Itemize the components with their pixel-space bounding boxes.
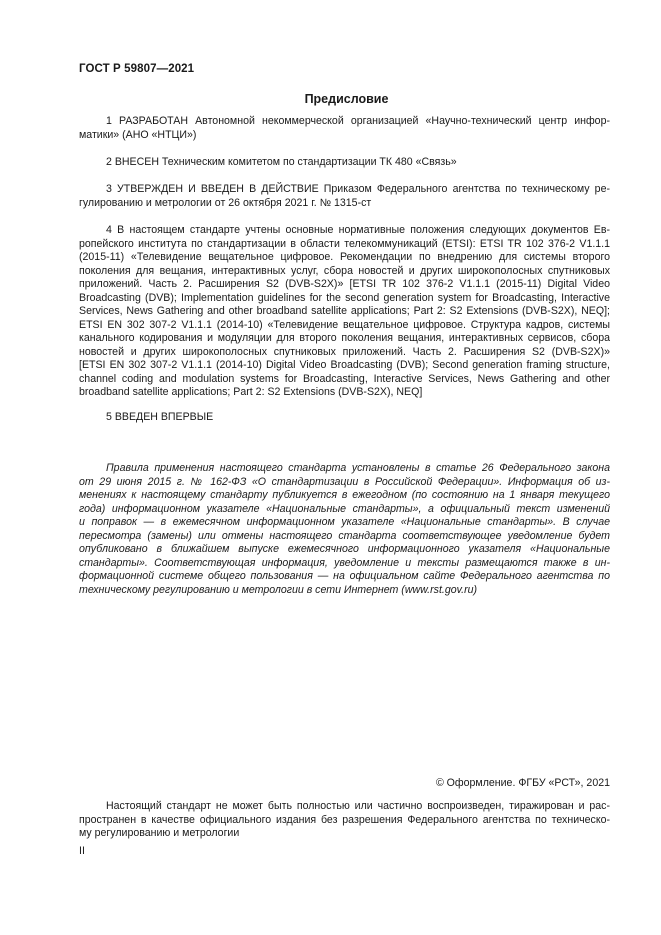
text-line: [ETSI EN 302 307-2 V1.1.1 (2014-10) Digital Video Broadcasting (DVB); Second generation framing structure,: [79, 359, 610, 371]
text-line: техническому регулированию и метрологии в сети Интернет (www.rst.gov.ru): [79, 583, 478, 596]
text-line: Services, News Gathering and other broadband satellite applications; Part 2: S2 Extensions (DVB-S2X), NEQ];: [79, 305, 610, 317]
text-line: 4 В настоящем стандарте учтены основные нормативные положения следующих документов Ев-: [106, 224, 610, 236]
item-2-submitted: [79, 156, 610, 170]
text-line: ETSI EN 302 307-2 V1.1.1 (2014-10) «Телевидение вещательное цифровое. Структура кадров, системы: [79, 318, 610, 331]
text-line: канального кодирования и модуляции для второго поколения вещания, интерактивных сервисов, сбора: [79, 332, 610, 344]
text-line: Правила применения настоящего стандарта установлены в статье 26 Федерального закона: [106, 462, 610, 474]
text-line: channel coding and modulation systems for Broadcasting, Interactive Services, News Gathering and other: [79, 372, 610, 385]
text-line: менениях к настоящему стандарту публикуется в ежегодном (по состоянию на 1 января текущего: [79, 489, 610, 501]
item-3-approved: [79, 183, 610, 210]
item-1-developer: [79, 115, 610, 142]
text-line: опубликовано в ближайшем выпуске ежемесячного информационного указателя «Национальные: [79, 543, 610, 555]
document-code: ГОСТ Р 59807—2021: [79, 63, 195, 75]
copyright-line: © Оформление. ФГБУ «РСТ», 2021: [435, 777, 610, 789]
text-line: гулированию и метрологии от 26 октября 2021 г. № 1315-ст: [79, 196, 372, 209]
application-rules-notice: [79, 462, 610, 597]
text-line: 1 РАЗРАБОТАН Автономной некоммерческой организацией «Научно-технический центр инфор-: [106, 115, 610, 127]
text-line: broadband satellite applications; Part 2: S2 Extensions (DVB-S2X), NEQ]: [79, 386, 423, 398]
text-line: 2 ВНЕСЕН Техническим комитетом по стандартизации ТК 480 «Связь»: [106, 156, 457, 168]
text-line: формационной системе общего пользования — на официальном сайте Федерального агентства по: [79, 570, 610, 582]
reproduction-notice: [79, 800, 610, 841]
text-line: новостей и других широкополосных спутниковых приложений. Часть 2. Расширения S2 (DVB-S2X)»: [79, 345, 610, 358]
text-line: приложений. Часть 2. Расширения S2 (DVB-S2X)» [ETSI TR 102 376-2 V1.1.1 (2015-11) Digital Video: [79, 278, 610, 290]
page-number: II: [79, 845, 85, 857]
text-line: 5 ВВЕДЕН ВПЕРВЫЕ: [106, 411, 214, 423]
text-line: (2015-11) «Телевидение вещательное цифровое. Рекомендации по внедрению для системы второго: [79, 251, 610, 263]
text-line: Broadcasting (DVB); Implementation guidelines for the second generation system for Broadcasting, Interactive: [79, 291, 610, 304]
item-4-standards-considered: [79, 224, 610, 400]
text-line: стандарты». Соответствующая информация, уведомление и тексты размещаются также в ин-: [79, 556, 610, 569]
text-line: му регулированию и метрологии: [79, 827, 240, 839]
text-line: 3 УТВЕРЖДЕН И ВВЕДЕН В ДЕЙСТВИЕ Приказом Федерального агентства по техническому ре-: [106, 183, 610, 195]
text-line: от 29 июня 2015 г. № 162-ФЗ «О стандартизации в Российской Федерации». Информация об из-: [79, 475, 610, 488]
text-line: матики» (АНО «НТЦИ»): [79, 128, 197, 141]
text-line: поколения для вещания, интерактивных услуг, сбора новостей и других широкополосных спутниковых: [79, 264, 610, 277]
text-line: года) информационном указателе «Национальные стандарты», а официальный текст изменений: [79, 502, 610, 515]
text-line: пространен в качестве официального издания без разрешения Федерального агентства по техническо-: [79, 813, 610, 826]
text-line: пересмотра (замены) или отмены настоящего стандарта соответствующее уведомление будет: [79, 529, 610, 542]
text-line: Настоящий стандарт не может быть полностью или частично воспроизведен, тиражирован и рас-: [106, 800, 610, 812]
page-title: Предисловие: [304, 92, 389, 106]
item-5-introduced: [79, 411, 610, 425]
text-line: ропейского института по стандартизации в области телекоммуникаций (ETSI): ETSI TR 102 376-2 V1.1.1: [79, 237, 610, 250]
text-line: и поправок — в ежемесячном информационном указателе «Национальные стандарты». В случае: [79, 516, 610, 528]
